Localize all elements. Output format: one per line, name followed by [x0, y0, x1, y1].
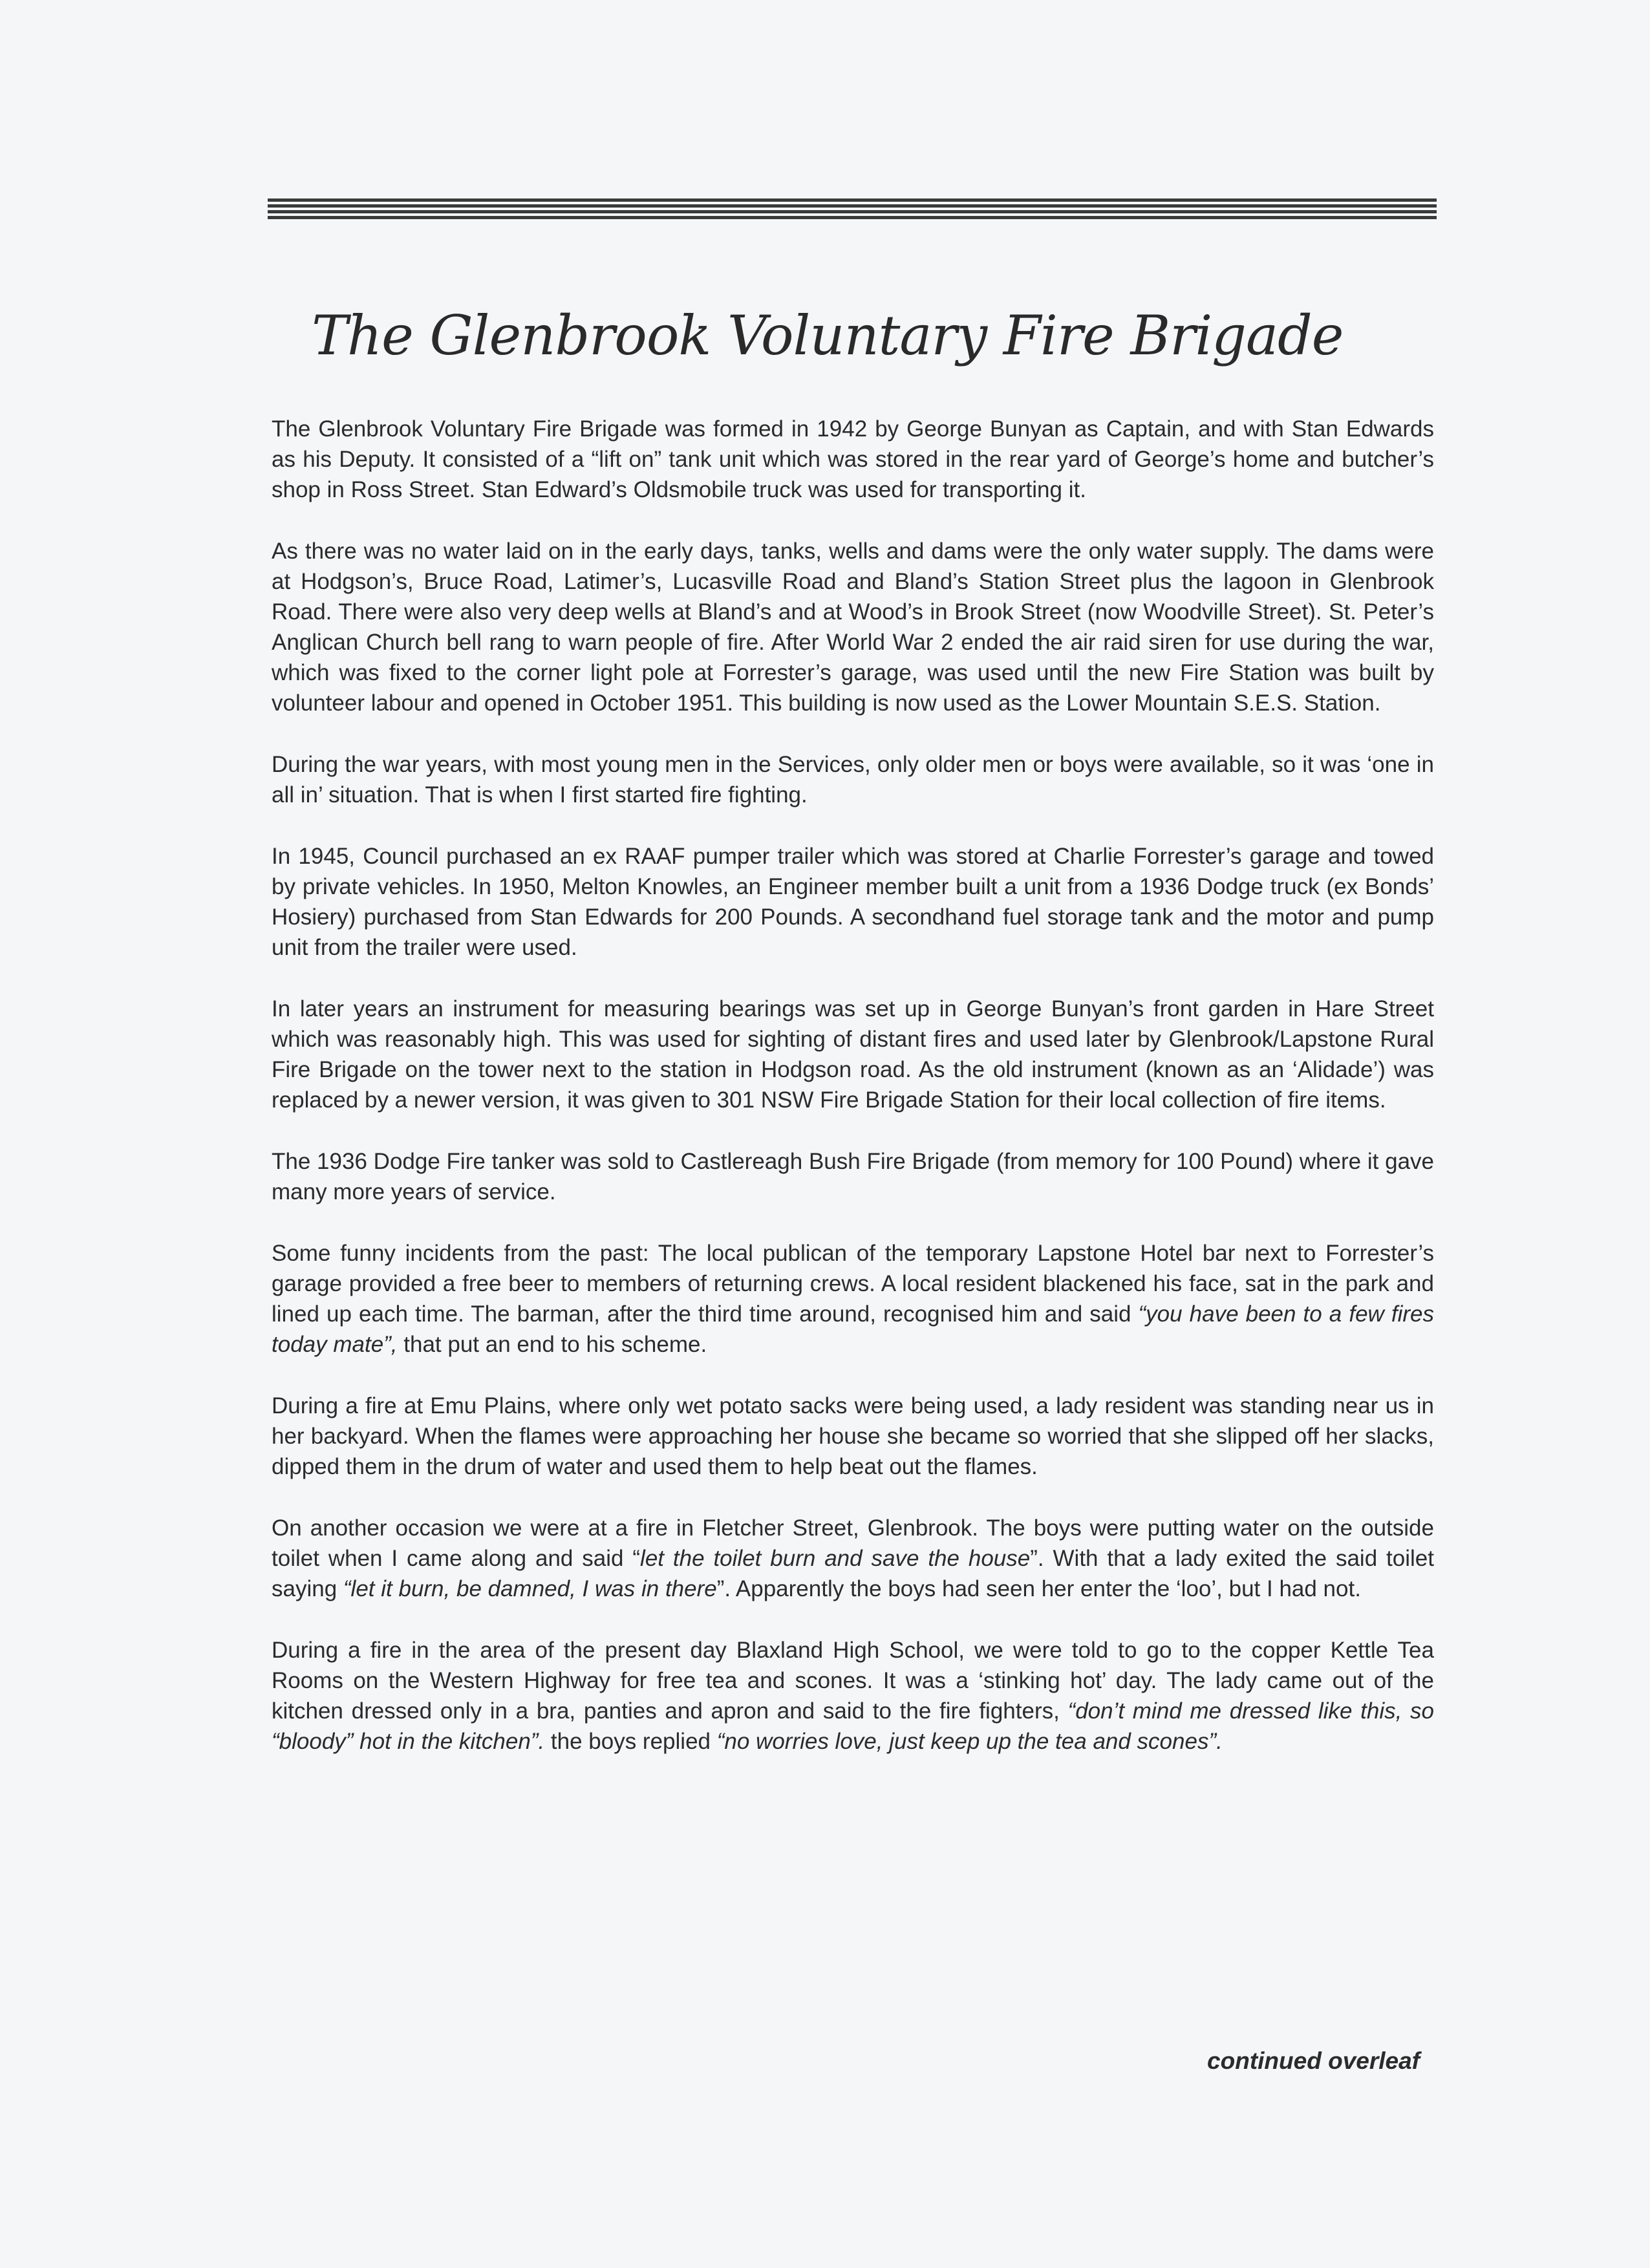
paragraph-text: During the war years, with most young men in the Services, only older men or boys were available, so it was ‘one in all in’ situation. That is when I first started fire fighting. — [272, 752, 1434, 808]
quoted-speech: “no worries love, just keep up the tea and scones”. — [716, 1729, 1223, 1754]
paragraph-text: During a fire in the area of the present day Blaxland High School, we were told to go to the copper Kettle Tea Rooms on the Western Highway for free tea and scones. It was a ‘stinking hot’ day. The lady came out of the kitchen dressed only in a bra, panties and apron and said to the fire fighters, — [272, 1638, 1434, 1724]
paragraph-text: ”. Apparently the boys had seen her enter the ‘loo’, but I had not. — [716, 1576, 1361, 1601]
paragraph-text: ”. With that a lady exited the said toilet saying — [272, 1546, 1434, 1601]
page-title: The Glenbrook Voluntary Fire Brigade — [312, 304, 1344, 367]
body-paragraph — [272, 994, 1434, 1115]
paragraph-text: In 1945, Council purchased an ex RAAF pumper trailer which was stored at Charlie Forrester’s garage and towed by private vehicles. In 1950, Melton Knowles, an Engineer member built a unit from a 1936 Dodge truck (ex Bonds’ Hosiery) purchased from Stan Edwards for 200 Pounds. A secondhand fuel storage tank and the motor and pump unit from the trailer were used. — [272, 844, 1434, 960]
paragraph-text: The 1936 Dodge Fire tanker was sold to Castlereagh Bush Fire Brigade (from memory for 100 Pound) where it gave many more years of service. — [272, 1149, 1434, 1204]
header-rule-line — [268, 216, 1437, 219]
paragraph-text: Some funny incidents from the past: The local publican of the temporary Lapstone Hotel bar next to Forrester’s garage provided a free beer to members of returning crews. A local resident blackened his face, sat in the park and lined up each time. The barman, after the third time around, recognised him and said — [272, 1241, 1434, 1327]
quoted-speech: “you have been to a few fires today mate”, — [272, 1301, 1434, 1357]
body-paragraph — [272, 1146, 1434, 1207]
body-paragraph — [272, 841, 1434, 963]
paragraph-text: On another occasion we were at a fire in Fletcher Street, Glenbrook. The boys were putting water on the outside toilet when I came along and said “ — [272, 1515, 1434, 1571]
header-rule-line — [268, 204, 1437, 208]
quoted-speech: let the toilet burn and save the house — [640, 1546, 1031, 1571]
body-paragraph — [272, 536, 1434, 718]
header-rule-line — [268, 198, 1437, 202]
header-rule — [268, 198, 1437, 222]
body-paragraph — [272, 414, 1434, 505]
paragraph-text: The Glenbrook Voluntary Fire Brigade was formed in 1942 by George Bunyan as Captain, and with Stan Edwards as his Deputy. It consisted of a “lift on” tank unit which was stored in the rear yard of George’s home and butcher’s shop in Ross Street. Stan Edward’s Oldsmobile truck was used for transporting it. — [272, 416, 1434, 502]
quoted-speech: “let it burn, be damned, I was in there — [343, 1576, 717, 1601]
body-paragraph — [272, 1635, 1434, 1757]
article-body — [272, 414, 1434, 1788]
paragraph-text: the boys replied — [544, 1729, 717, 1754]
body-paragraph — [272, 1238, 1434, 1360]
paragraph-text: As there was no water laid on in the early days, tanks, wells and dams were the only water supply. The dams were at Hodgson’s, Bruce Road, Latimer’s, Lucasville Road and Bland’s Station Street plus the lagoon in Glenbrook Road. There were also very deep wells at Bland’s and at Wood’s in Brook Street (now Woodville Street). St. Peter’s Anglican Church bell rang to warn people of fire. After World War 2 ended the air raid siren for use during the war, which was fixed to the corner light pole at Forrester’s garage, was used until the new Fire Station was built by volunteer labour and opened in October 1951. This building is now used as the Lower Mountain S.E.S. Station. — [272, 539, 1434, 716]
body-paragraph — [272, 1391, 1434, 1482]
header-rule-line — [268, 210, 1437, 213]
quoted-speech: “don’t mind me dressed like this, so “bloody” hot in the kitchen”. — [272, 1698, 1434, 1754]
paragraph-text: In later years an instrument for measuring bearings was set up in George Bunyan’s front garden in Hare Street which was reasonably high. This was used for sighting of distant fires and used later by Glenbrook/Lapstone Rural Fire Brigade on the tower next to the station in Hodgson road. As the old instrument (known as an ‘Alidade’) was replaced by a newer version, it was given to 301 NSW Fire Brigade Station for their local collection of fire items. — [272, 996, 1434, 1113]
paragraph-text: During a fire at Emu Plains, where only wet potato sacks were being used, a lady resident was standing near us in her backyard. When the flames were approaching her house she became so worried that she slipped off her slacks, dipped them in the drum of water and used them to help beat out the flames. — [272, 1393, 1434, 1479]
paragraph-text: that put an end to his scheme. — [397, 1332, 707, 1357]
body-paragraph — [272, 1513, 1434, 1604]
body-paragraph — [272, 749, 1434, 810]
continued-overleaf-note: continued overleaf — [1207, 2048, 1420, 2074]
